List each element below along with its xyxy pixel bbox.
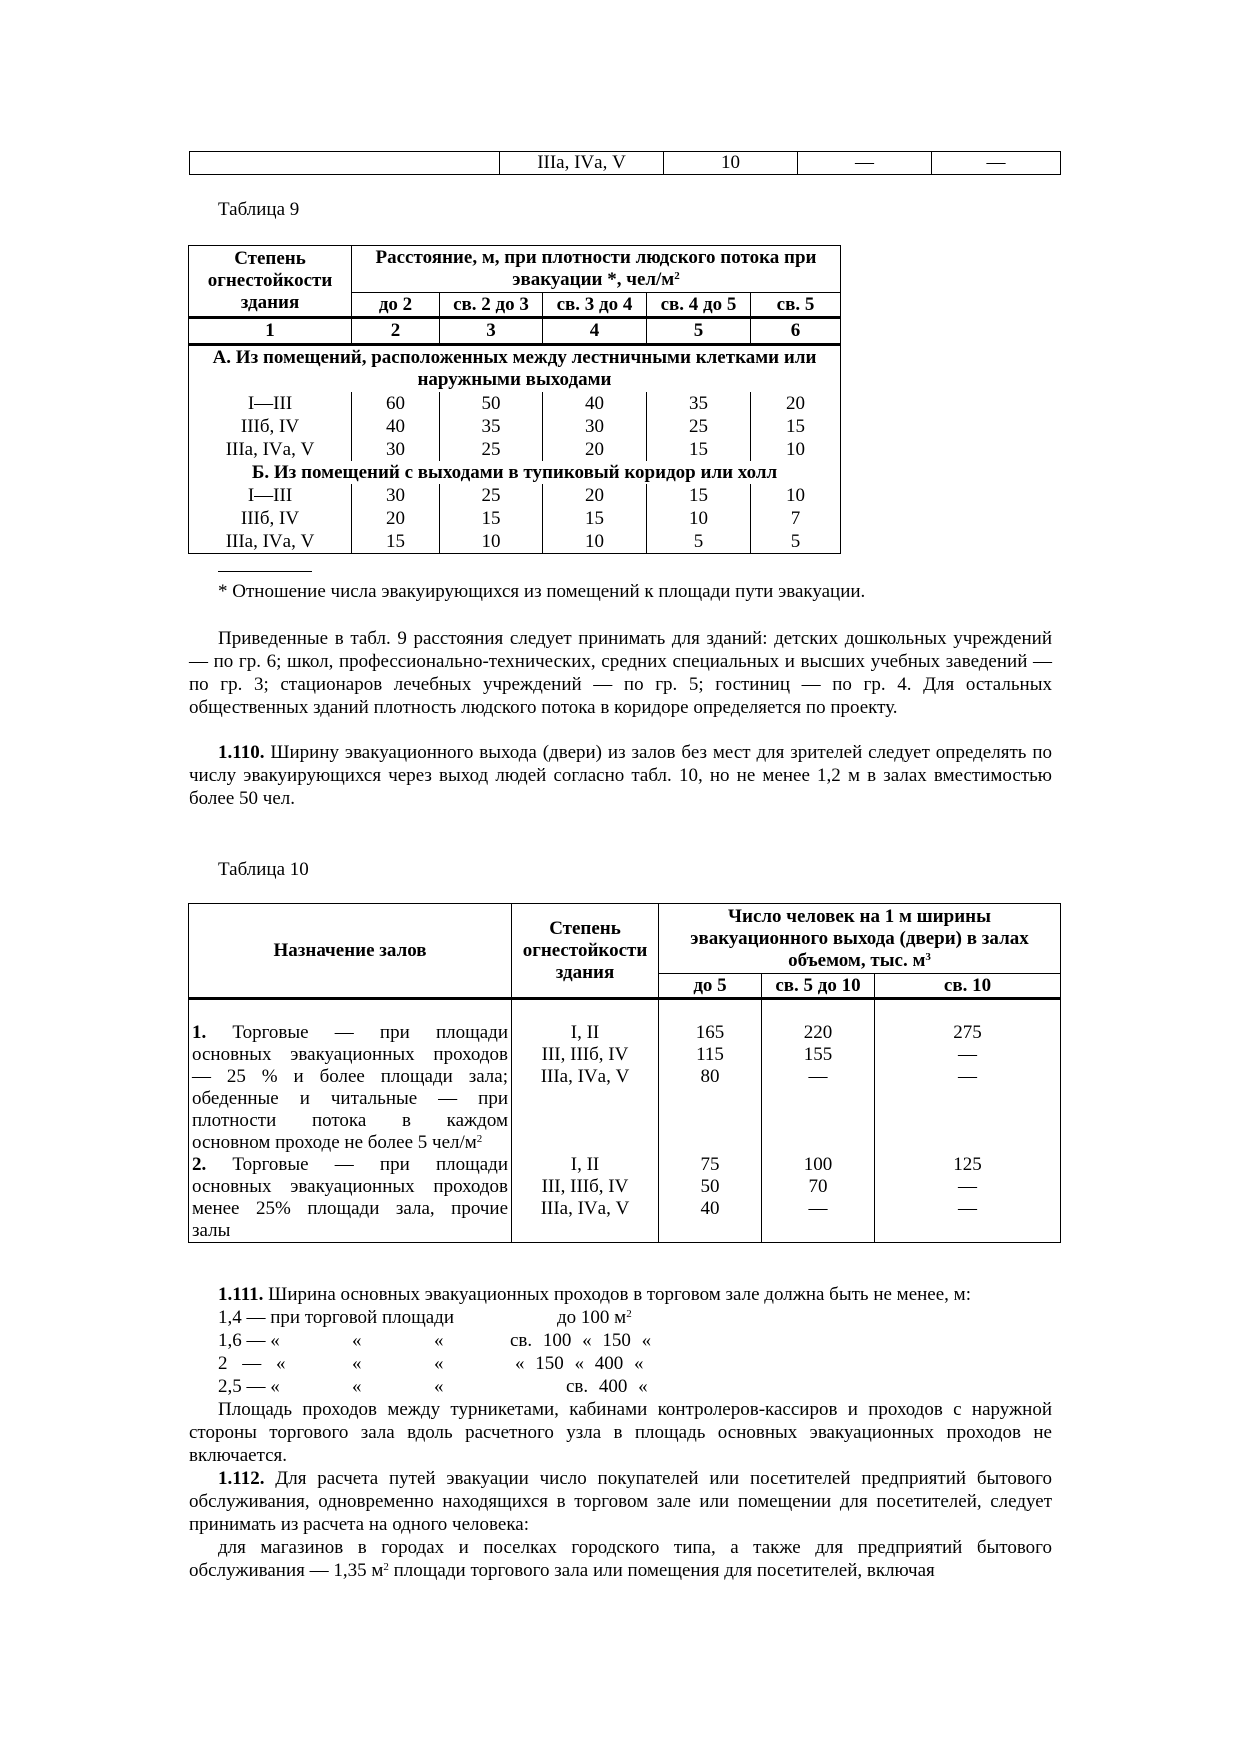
- text-line: обеденные и читальные — при: [192, 1088, 508, 1109]
- clause-text: Ширину эвакуационного выхода (двери) из залов без мест для зрителей следует определять по числу эвакуирующихся через выход людей согласно табл. 10, но не менее 1,2 м в залах вместимостью более 50 чел.: [189, 742, 1052, 809]
- cell: IIIа, IVа, V: [225, 530, 315, 552]
- text-line: залы: [192, 1220, 231, 1241]
- cell: 35: [647, 392, 751, 415]
- text-line: плотности потока в каждом: [192, 1110, 508, 1131]
- ditto: «: [352, 1330, 362, 1351]
- table-row: [190, 152, 1061, 175]
- ditto: «: [434, 1330, 444, 1351]
- paragraph-1-110: [189, 741, 1052, 810]
- cell: 15: [440, 507, 543, 530]
- col-number: 2: [352, 318, 440, 345]
- cell: 30: [352, 484, 440, 507]
- list-item-value: св. 100 « 150 «: [510, 1330, 652, 1351]
- table-row: [189, 484, 841, 507]
- cell: 15: [543, 507, 647, 530]
- list-item-value: до 100 $м^2$: [557, 1307, 632, 1328]
- table-row: [189, 1022, 1061, 1154]
- table-row: [189, 438, 841, 461]
- group-1-col1: 165 115 80: [659, 1022, 762, 1154]
- cell: 15: [352, 530, 440, 554]
- cell: IIIб, IV: [240, 507, 300, 529]
- cell: 10: [751, 438, 841, 461]
- section-b-title: Б. Из помещений с выходами в тупиковый коридор или холл: [251, 461, 778, 483]
- table-row: [189, 507, 841, 530]
- cell: 20: [543, 484, 647, 507]
- cell: 10: [543, 530, 647, 554]
- cell: 40: [543, 392, 647, 415]
- table9-caption: Таблица 9: [218, 199, 300, 220]
- paragraph-1-112: [189, 1467, 1052, 1536]
- col-number: 1: [189, 318, 352, 345]
- group-1-col2: 220 155 —: [762, 1022, 875, 1154]
- list-item: 2,5 — «: [218, 1376, 280, 1397]
- footnote-rule: [218, 571, 312, 572]
- cell: 20: [352, 507, 440, 530]
- group-2-col1: 75 50 40: [659, 1154, 762, 1243]
- cell: 20: [543, 438, 647, 461]
- table-cell: —: [798, 152, 932, 175]
- cell: 30: [543, 415, 647, 438]
- clause-number: 1.111.: [218, 1284, 264, 1305]
- text-line: основных эвакуационных проходов: [192, 1176, 508, 1197]
- cell: IIIб, IV: [240, 415, 300, 437]
- cell: 30: [352, 438, 440, 461]
- ditto: «: [352, 1353, 362, 1374]
- subheader: до 5: [659, 974, 762, 999]
- header-degree: Степень огнестойкости здания: [512, 904, 659, 999]
- subheader: св. 5: [751, 293, 841, 318]
- clause-text: Ширина основных эвакуационных проходов в торговом зале должна быть не менее, м:: [263, 1284, 971, 1305]
- text-line: основных эвакуационных проходов: [192, 1044, 508, 1065]
- text-line: основном проходе не более 5 чел/$м^2$: [192, 1132, 483, 1153]
- table-row: [189, 1154, 1061, 1243]
- text-line: 2. Торговые — при площади: [192, 1154, 508, 1175]
- section-a-title: А. Из помещений, расположенных между лестничными клетками или наружными выходами: [212, 347, 817, 390]
- table9-footnote: * Отношение числа эвакуирующихся из помещений к площади пути эвакуации.: [218, 581, 866, 602]
- paragraph-1-111: [189, 1283, 1052, 1306]
- col-number: 6: [751, 318, 841, 345]
- table-row: [189, 415, 841, 438]
- cell: IIIа, IVа, V: [225, 438, 315, 460]
- header-people: Число человек на 1 м ширины эвакуационного выхода (двери) в залах объемом, тыс. $м^3$: [659, 904, 1061, 974]
- cell: 10: [647, 507, 751, 530]
- cell: I—III: [247, 392, 293, 414]
- subheader: св. 4 до 5: [647, 293, 751, 318]
- col-number: 3: [440, 318, 543, 345]
- group-2-col2: 100 70 —: [762, 1154, 875, 1243]
- subheader: св. 10: [875, 974, 1061, 999]
- table-row: [189, 530, 841, 554]
- subheader: св. 2 до 3: [440, 293, 543, 318]
- table-cell: IIIа, IVа, V: [500, 152, 664, 175]
- table-cell: —: [932, 152, 1061, 175]
- cell: 25: [440, 438, 543, 461]
- cell: 15: [647, 484, 751, 507]
- clause-number: 1.110.: [218, 742, 265, 763]
- subheader: св. 3 до 4: [543, 293, 647, 318]
- col-number: 4: [543, 318, 647, 345]
- group-1-degrees: I, II III, IIIб, IV IIIа, IVа, V: [512, 1022, 659, 1154]
- cell: 25: [647, 415, 751, 438]
- paragraph-turnstiles: Площадь проходов между турникетами, кабинами контролеров-кассиров и проходов с наружной стороны торгового зала вдоль расчетного узла в площадь основных эвакуационных проходов не включается.: [189, 1399, 1052, 1466]
- group-2-purpose: [189, 1154, 512, 1243]
- top-table-fragment: [189, 151, 1061, 175]
- table-cell: [190, 152, 500, 175]
- cell: 35: [440, 415, 543, 438]
- clause-text: Для расчета путей эвакуации число покупателей или посетителей предприятий бытового обслуживания, одновременно находящихся в торговом зале или помещении для посетителей, следует принимать из расчета на одного человека:: [189, 1468, 1052, 1535]
- cell: 50: [440, 392, 543, 415]
- table-9: [188, 245, 841, 554]
- ditto: «: [352, 1376, 362, 1397]
- cell: 5: [647, 530, 751, 554]
- list-item: 1,4 — при торговой площади: [218, 1307, 455, 1328]
- subheader: св. 5 до 10: [762, 974, 875, 999]
- cell: 10: [440, 530, 543, 554]
- table-10: [188, 903, 1061, 1243]
- header-purpose: Назначение залов: [189, 904, 512, 999]
- cell: 10: [751, 484, 841, 507]
- clause-number: 1.112.: [218, 1468, 265, 1489]
- header-distance: Расстояние, м, при плотности людского потока при эвакуации *, чел/$м^2$: [352, 246, 841, 293]
- cell: 15: [647, 438, 751, 461]
- ditto: «: [434, 1353, 444, 1374]
- list-item: 1,6 — «: [218, 1330, 280, 1351]
- cell: 40: [352, 415, 440, 438]
- cell: I—III: [247, 484, 293, 506]
- paragraph-distances: Приведенные в табл. 9 расстояния следует принимать для зданий: детских дошкольных учреждений — по гр. 6; школ, профессионально-технических, средних специальных и высших учебных заведений — по гр. 3; стационаров лечебных учреждений — по гр. 5; гостиниц — по гр. 4. Для остальных общественных зданий плотность людского потока в коридоре определяется по проекту.: [189, 628, 1052, 718]
- ditto: «: [434, 1376, 444, 1397]
- text-line: менее 25% площади зала, прочие: [192, 1198, 508, 1219]
- group-2-col3: 125 — —: [875, 1154, 1061, 1243]
- cell: 60: [352, 392, 440, 415]
- subheader: до 2: [352, 293, 440, 318]
- column-numbers-row: [189, 318, 841, 345]
- table-cell: 10: [664, 152, 798, 175]
- list-item-value: св. 400 «: [566, 1376, 648, 1397]
- text-line: 1. Торговые — при площади: [192, 1022, 508, 1043]
- cell: 5: [751, 530, 841, 554]
- table-row: [189, 392, 841, 415]
- col-number: 5: [647, 318, 751, 345]
- table10-caption: Таблица 10: [218, 859, 309, 880]
- cell: 15: [751, 415, 841, 438]
- group-2-degrees: I, II III, IIIб, IV IIIа, IVа, V: [512, 1154, 659, 1243]
- group-1-col3: 275 — —: [875, 1022, 1061, 1154]
- group-1-purpose: [189, 1022, 512, 1154]
- header-degree: Степень огнестойкости здания: [189, 246, 352, 318]
- text-line: — 25 % и более площади зала;: [192, 1066, 508, 1087]
- list-item: 2 — «: [218, 1353, 286, 1374]
- cell: 7: [751, 507, 841, 530]
- cell: 25: [440, 484, 543, 507]
- list-item-value: « 150 « 400 «: [515, 1353, 644, 1374]
- cell: 20: [751, 392, 841, 415]
- paragraph-shops: для магазинов в городах и поселках городского типа, а также для предприятий бытового обслуживания — 1,35 $м^2$ площади торгового зала или помещения для посетителей, включая: [189, 1537, 1052, 1581]
